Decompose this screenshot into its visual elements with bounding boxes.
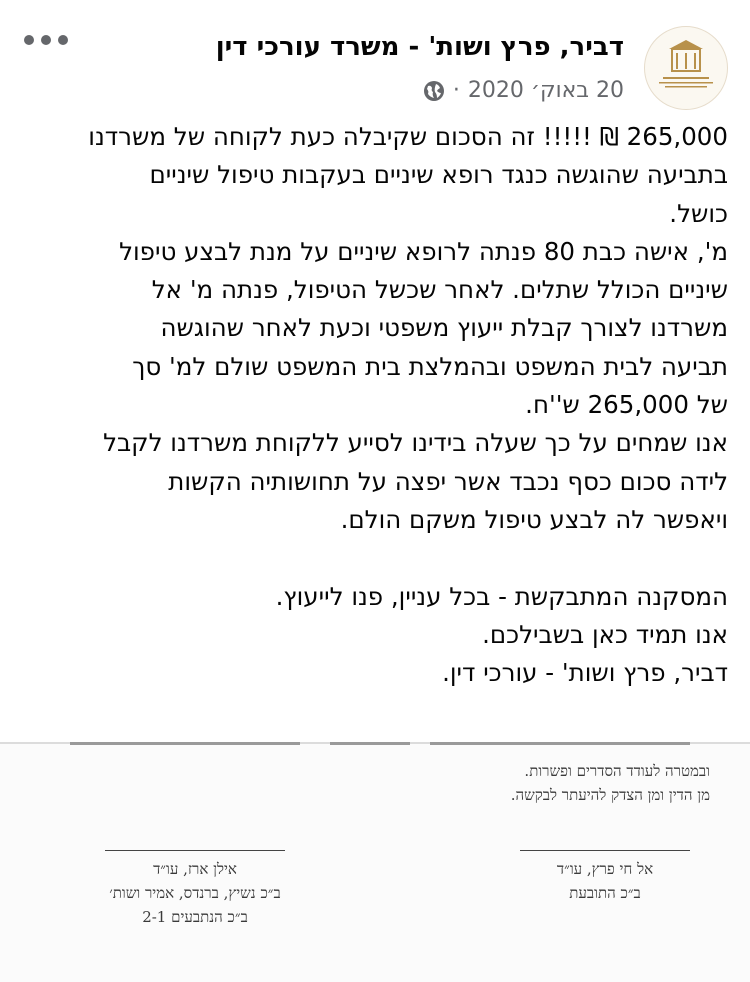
document-line: מן הדין ומן הצדק להיעתר לבקשה. bbox=[510, 786, 710, 804]
post-meta bbox=[423, 78, 624, 103]
post-text-line: אנו תמיד כאן בשבילכם. bbox=[482, 619, 728, 649]
signature-name: אילן ארז, עו״ד bbox=[153, 860, 237, 878]
post-text-line: ויאפשר לה לבצע טיפול משקם הולם. bbox=[340, 504, 728, 534]
page-name[interactable]: דביר, פרץ ושות' - משרד עורכי דין bbox=[215, 32, 624, 62]
post-text-line: שיניים הכולל שתלים. לאחר שכשל הטיפול, פנתה מ' אל bbox=[151, 275, 728, 305]
post-header bbox=[22, 22, 728, 112]
post-text-line: תביעה לבית המשפט ובהמלצת בית המשפט שולם למ' סך bbox=[132, 351, 728, 381]
signature-role: ב״כ הנתבעים 2-1 bbox=[142, 908, 248, 926]
law-office-logo bbox=[645, 27, 727, 109]
post-text-line: דביר, פרץ ושות' - עורכי דין. bbox=[442, 658, 728, 688]
post-text-line: של 265,000 ש''ח. bbox=[525, 390, 728, 420]
avatar[interactable] bbox=[644, 26, 728, 110]
post-text-blank-line bbox=[20, 539, 728, 577]
post-text-line: מ', אישה כבת 80 פנתה לרופא שיניים על מנת לבצע טיפול bbox=[119, 236, 728, 266]
post-text-line: אנו שמחים על כך שעלה בידינו לסייע ללקוחת משרדנו לקבל bbox=[103, 428, 728, 458]
post-date[interactable]: 20 באוק׳ 2020 bbox=[467, 78, 624, 103]
signature-name: אל חי פרץ, עו״ד bbox=[556, 860, 654, 878]
post-text-line: המסקנה המתבקשת - בכל עניין, פנו לייעוץ. bbox=[275, 581, 728, 611]
globe-icon[interactable] bbox=[423, 80, 445, 102]
signature-org: ב״כ נשיץ, ברנדס, אמיר ושות׳ bbox=[109, 884, 281, 902]
post-text-line: משרדנו לצורך קבלת ייעוץ משפטי וכעת לאחר שהוגשה bbox=[160, 313, 728, 343]
post-text-line: כושל. bbox=[669, 198, 728, 228]
more-options-icon[interactable] bbox=[24, 26, 68, 54]
cropped-text-line bbox=[30, 742, 690, 748]
post-text-line: 265,000 ₪ !!!!! זה הסכום שקיבלה כעת לקוחה של משרדנו bbox=[88, 122, 728, 151]
meta-separator: · bbox=[452, 78, 460, 103]
signature-block-defendants bbox=[100, 850, 290, 929]
attached-document-image[interactable] bbox=[0, 744, 750, 982]
post-text-line: לידה סכום כסף נכבד אשר יפצה על תחושותיה הקשות bbox=[168, 466, 728, 496]
post-text bbox=[20, 118, 728, 692]
post-text-line: בתביעה שהוגשה כנגד רופא שיניים בעקבות טיפול שיניים bbox=[149, 160, 728, 190]
document-line: ובמטרה לעודד הסדרים ופשרות. bbox=[524, 762, 710, 780]
signature-block-plaintiff bbox=[515, 850, 695, 905]
signature-role: ב״כ התובעת bbox=[569, 884, 641, 902]
